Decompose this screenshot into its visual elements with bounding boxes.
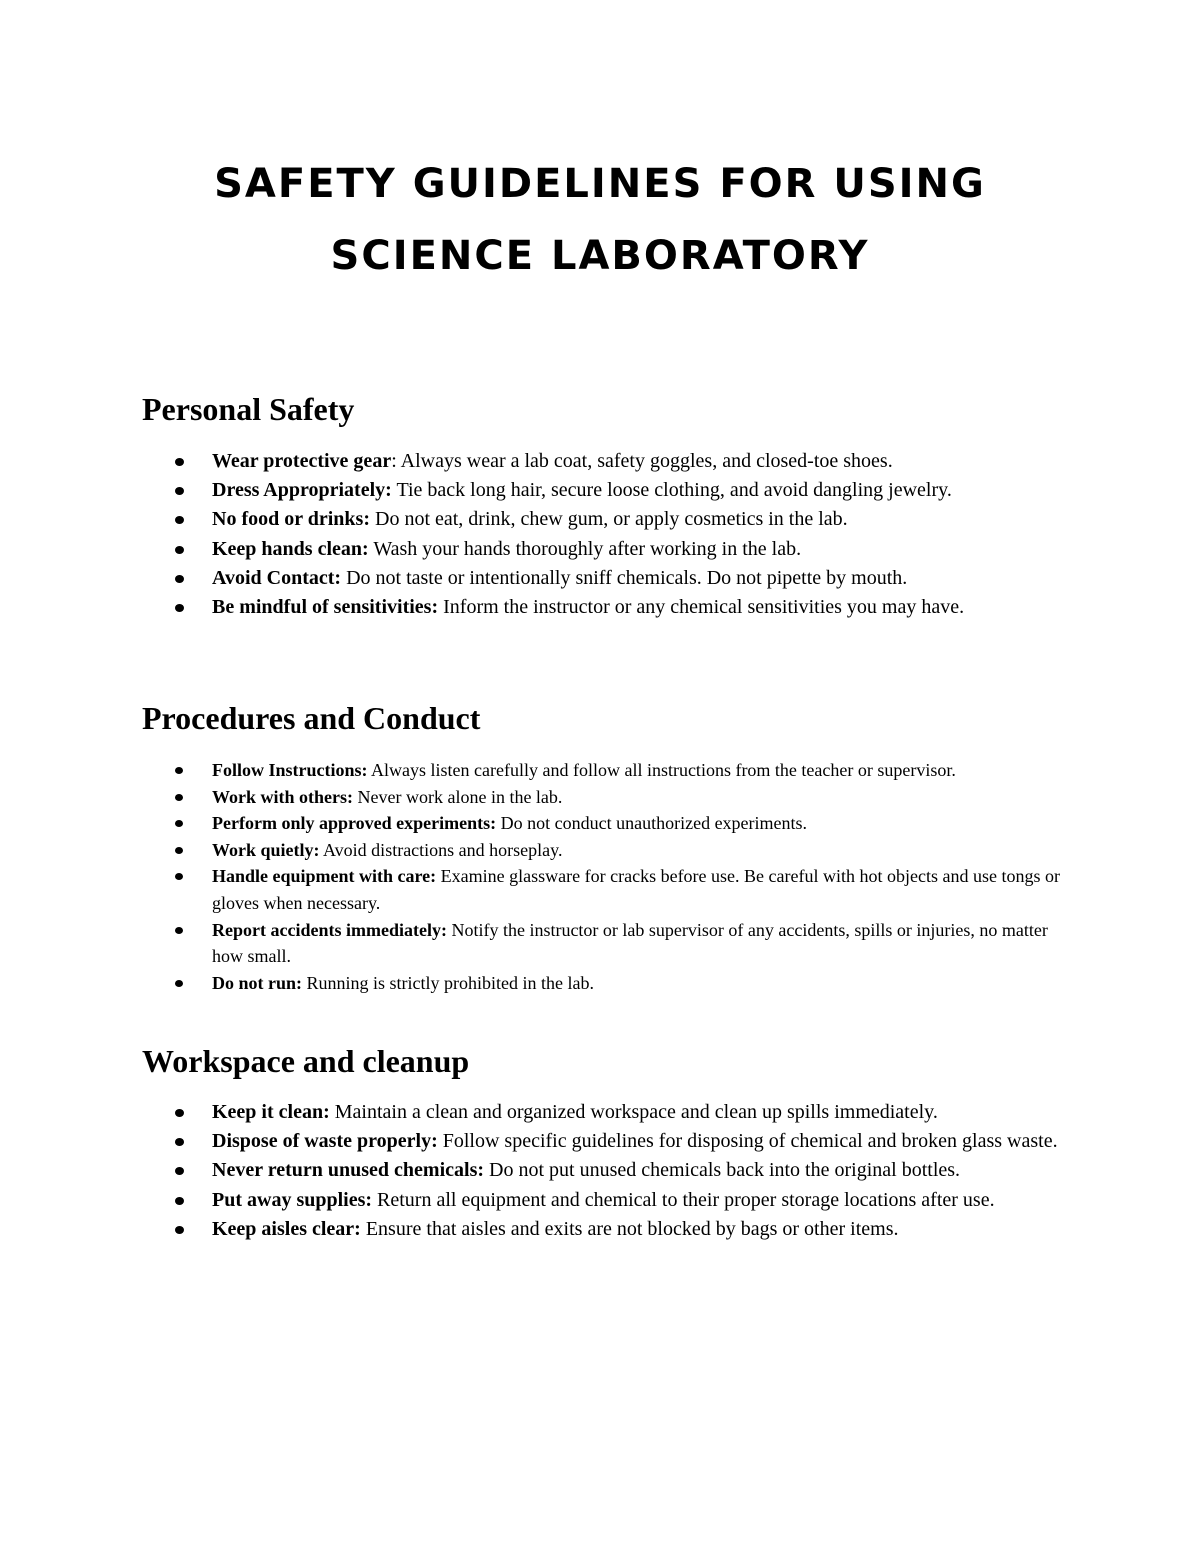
list-item (172, 863, 1062, 916)
item-term: Follow Instructions: (212, 760, 368, 780)
item-text: Do not taste or intentionally sniff chemicals. Do not pipette by mouth. (341, 566, 908, 589)
bullet-icon (175, 980, 183, 987)
item-term: Dress Appropriately: (212, 479, 392, 502)
list-item (172, 1156, 1062, 1185)
item-text: Never work alone in the lab. (353, 786, 563, 807)
item-text: Examine glassware for cracks before use. Be careful with hot objects and use tongs or gloves when necessary. (212, 866, 1060, 913)
bullet-icon (175, 873, 183, 880)
section-heading-workspace-and-cleanup: Workspace and cleanup (142, 1043, 470, 1079)
bullet-icon (175, 458, 184, 466)
document-title (100, 148, 1100, 292)
bullet-icon (175, 604, 184, 612)
bullet-icon (175, 1226, 184, 1234)
item-term: Keep it clean: (212, 1101, 330, 1123)
bullet-icon (175, 927, 183, 934)
bullet-icon (175, 1167, 184, 1175)
item-term: No food or drinks: (212, 508, 370, 531)
list-item (172, 970, 1062, 997)
list-item (172, 757, 1062, 784)
item-text: Do not eat, drink, chew gum, or apply cosmetics in the lab. (370, 508, 848, 531)
bullet-icon (175, 820, 183, 827)
item-term: Never return unused chemicals: (212, 1159, 485, 1182)
item-term: Work quietly: (212, 839, 320, 860)
bullet-icon (175, 575, 184, 583)
item-term: Perform only approved experiments: (212, 813, 497, 834)
list-item (172, 810, 1062, 837)
list-item (172, 447, 1062, 476)
item-term: Work with others: (212, 786, 353, 807)
bullet-icon (175, 767, 183, 774)
bullet-icon (175, 794, 183, 801)
workspace-and-cleanup-list (172, 1098, 1062, 1244)
item-term: Be mindful of sensitivities: (212, 596, 439, 619)
item-text: Tie back long hair, secure loose clothing, and avoid dangling jewelry. (391, 479, 952, 502)
section-heading-personal-safety: Personal Safety (142, 391, 355, 427)
list-item (172, 1186, 1062, 1215)
item-text: Return all equipment and chemical to their proper storage locations after use. (372, 1188, 995, 1211)
item-term: Avoid Contact: (212, 566, 342, 589)
document-title-line-2: SCIENCE LABORATORY (330, 233, 870, 279)
list-item (172, 476, 1062, 505)
bullet-icon (175, 1197, 184, 1205)
bullet-icon (175, 487, 184, 495)
list-item (172, 1127, 1062, 1156)
item-text: Inform the instructor or any chemical sensitivities you may have. (438, 596, 965, 619)
list-item (172, 593, 1062, 622)
item-text: Do not put unused chemicals back into the original bottles. (484, 1159, 961, 1182)
bullet-icon (175, 516, 184, 524)
list-item (172, 917, 1062, 970)
list-item (172, 837, 1062, 864)
item-term: Put away supplies: (212, 1188, 373, 1211)
list-item (172, 505, 1062, 534)
bullet-icon (175, 546, 184, 554)
bullet-icon (175, 1109, 184, 1117)
item-term: Report accidents immediately: (212, 919, 447, 940)
bullet-icon (175, 1138, 184, 1146)
section-heading-procedures-and-conduct: Procedures and Conduct (142, 700, 481, 736)
item-term: Keep hands clean: (212, 537, 369, 560)
list-item (172, 1098, 1062, 1127)
item-term: Handle equipment with care: (212, 866, 437, 887)
item-text: Running is strictly prohibited in the lab. (302, 972, 594, 993)
list-item (172, 784, 1062, 811)
list-item (172, 564, 1062, 593)
item-text: Follow specific guidelines for disposing of chemical and broken glass waste. (437, 1130, 1058, 1153)
item-text: Do not conduct unauthorized experiments. (496, 813, 808, 834)
procedures-and-conduct-list (172, 757, 1062, 996)
item-term: Wear protective gear (212, 450, 392, 472)
item-text: Avoid distractions and horseplay. (319, 839, 563, 860)
item-text: Always listen carefully and follow all instructions from the teacher or supervisor. (367, 760, 956, 780)
document-title-line-1: SAFETY GUIDELINES FOR USING (214, 161, 986, 207)
item-text: Wash your hands thoroughly after working in the lab. (368, 537, 802, 560)
item-text: : Always wear a lab coat, safety goggles, and closed-toe shoes. (391, 450, 893, 472)
list-item (172, 1215, 1062, 1244)
item-text: Ensure that aisles and exits are not blocked by bags or other items. (360, 1217, 899, 1240)
bullet-icon (175, 847, 183, 854)
item-text: Maintain a clean and organized workspace and clean up spills immediately. (329, 1101, 938, 1123)
item-term: Dispose of waste properly: (212, 1130, 438, 1153)
item-term: Keep aisles clear: (212, 1217, 361, 1240)
item-term: Do not run: (212, 972, 303, 993)
personal-safety-list (172, 447, 1062, 622)
item-text: Notify the instructor or lab supervisor of any accidents, spills or injuries, no matter how small. (212, 919, 1048, 967)
list-item (172, 535, 1062, 564)
